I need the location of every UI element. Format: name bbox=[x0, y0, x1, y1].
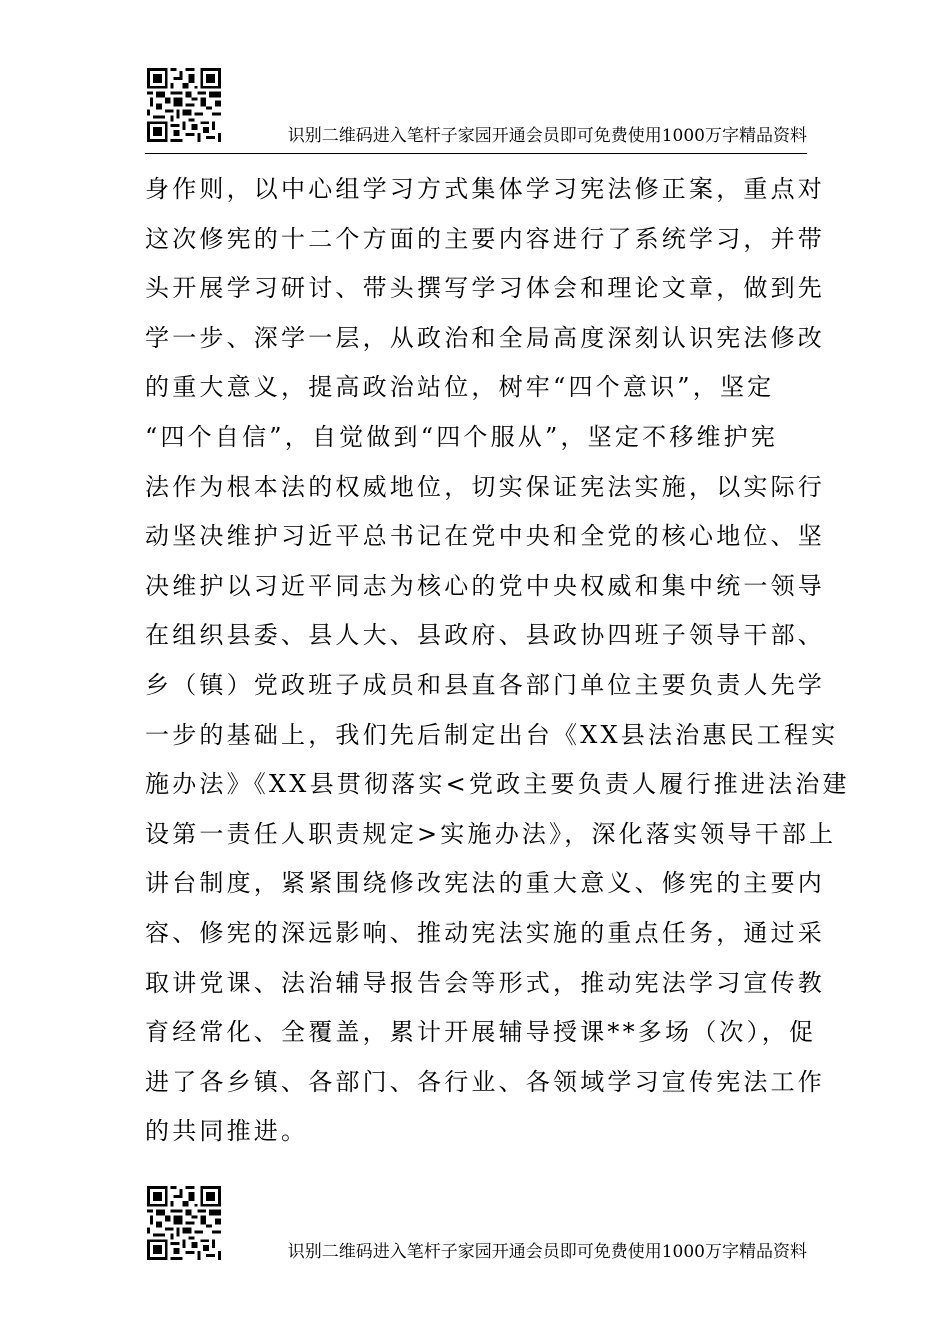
text-line: 设第一责任人职责规定>实施办法》，深化落实领导干部上 bbox=[145, 819, 837, 848]
text-line: 育经常化、全覆盖，累计开展辅导授课**多场（次），促 bbox=[145, 1018, 817, 1047]
text-line: 这次修宪的十二个方面的主要内容进行了系统学习，并带 bbox=[145, 224, 825, 253]
text-line: 身作则，以中心组学习方式集体学习宪法修正案，重点对 bbox=[145, 175, 825, 203]
page-footer bbox=[145, 1186, 807, 1266]
text-line: 乡（镇）党政班子成员和县直各部门单位主要负责人先学 bbox=[145, 670, 825, 699]
header-divider bbox=[145, 153, 807, 154]
text-line: 学一步、深学一层，从政治和全局高度深刻认识宪法修改 bbox=[145, 323, 825, 352]
header-banner-text: 识别二维码进入笔杆子家园开通会员即可免费使用1000万字精品资料 bbox=[287, 126, 807, 146]
text-line: “四个自信”，自觉做到“四个服从”，坚定不移维护宪 bbox=[145, 422, 779, 451]
page-header bbox=[145, 68, 807, 154]
text-line: 在组织县委、县人大、县政府、县政协四班子领导干部、 bbox=[145, 621, 825, 650]
text-line: 容、修宪的深远影响、推动宪法实施的重点任务，通过采 bbox=[145, 918, 825, 947]
text-line: 决维护以习近平同志为核心的党中央权威和集中统一领导 bbox=[145, 571, 825, 600]
text-line: 施办法》《XX县贯彻落实<党政主要负责人履行推进法治建 bbox=[145, 770, 850, 799]
document-body bbox=[145, 165, 850, 1157]
text-line: 取讲党课、法治辅导报告会等形式，推动宪法学习宣传教 bbox=[145, 968, 825, 997]
text-line: 讲台制度，紧紧围绕修改宪法的重大意义、修宪的主要内 bbox=[145, 869, 825, 898]
qr-code-icon[interactable] bbox=[147, 68, 221, 142]
text-line: 法作为根本法的权威地位，切实保证宪法实施，以实际行 bbox=[145, 472, 825, 501]
qr-code-icon[interactable] bbox=[147, 1186, 221, 1260]
text-line: 进了各乡镇、各部门、各行业、各领域学习宣传宪法工作 bbox=[145, 1067, 825, 1096]
text-line: 的共同推进。 bbox=[145, 1117, 309, 1146]
text-line: 的重大意义，提高政治站位，树牢“四个意识”，坚定 bbox=[145, 373, 775, 402]
text-line: 头开展学习研讨、带头撰写学习体会和理论文章，做到先 bbox=[145, 274, 825, 303]
footer-banner-text: 识别二维码进入笔杆子家园开通会员即可免费使用1000万字精品资料 bbox=[287, 1242, 807, 1262]
text-line: 动坚决维护习近平总书记在党中央和全党的核心地位、坚 bbox=[145, 522, 825, 551]
text-line: 一步的基础上，我们先后制定出台《XX县法治惠民工程实 bbox=[145, 720, 839, 749]
